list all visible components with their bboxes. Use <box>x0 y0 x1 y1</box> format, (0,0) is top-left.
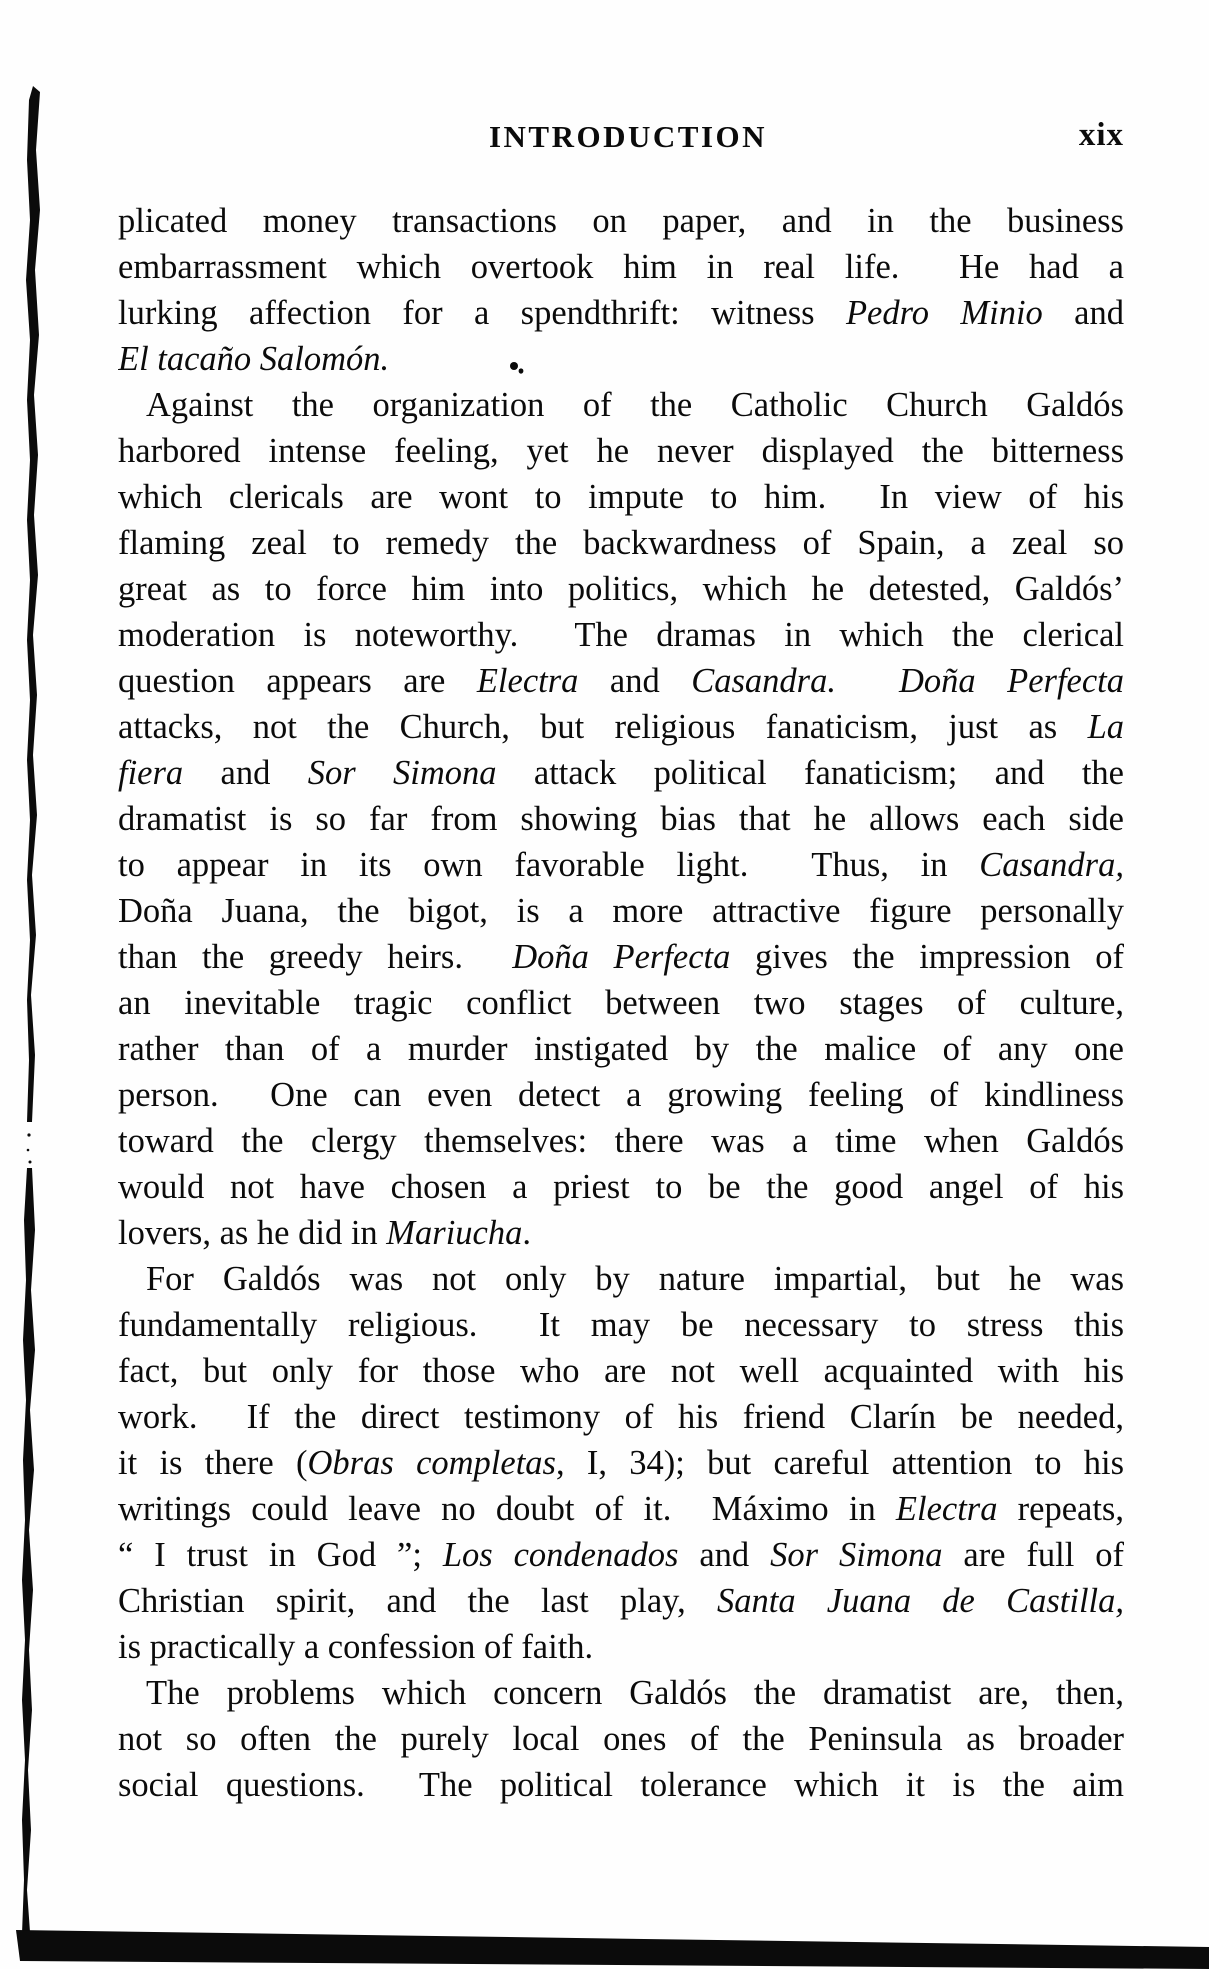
text-line: question appears are Electra and Casandra. Doña Perfecta <box>118 662 1124 700</box>
text-line: fiera and Sor Simona attack political fanaticism; and the <box>118 754 1124 792</box>
page-edge-shadow <box>16 1930 1209 1969</box>
text-line: harbored intense feeling, yet he never displayed the bitterness <box>118 432 1124 470</box>
text-line: embarrassment which overtook him in real life. He had a <box>118 248 1124 286</box>
text-line: which clericals are wont to impute to him. In view of his <box>118 478 1124 516</box>
text-line: lurking affection for a spendthrift: witness Pedro Minio and <box>118 294 1124 332</box>
text-line: plicated money transactions on paper, and in the business <box>118 202 1124 240</box>
text-line: For Galdós was not only by nature impartial, but he was <box>146 1260 1124 1298</box>
text-line: social questions. The political tolerance which it is the aim <box>118 1766 1124 1804</box>
text-line: “ I trust in God ”; Los condenados and Sor Simona are full of <box>118 1536 1124 1574</box>
text-line: dramatist is so far from showing bias that he allows each side <box>118 800 1124 838</box>
running-header-title: INTRODUCTION <box>488 119 768 154</box>
text-line: The problems which concern Galdós the dramatist are, then, <box>146 1674 1124 1712</box>
text-block <box>118 198 1124 1808</box>
text-line: than the greedy heirs. Doña Perfecta gives the impression of <box>118 938 1124 976</box>
text-line: fundamentally religious. It may be necessary to stress this <box>118 1306 1124 1344</box>
text-line: attacks, not the Church, but religious fanaticism, just as La <box>118 708 1124 746</box>
text-line: El tacaño Salomón. <box>118 340 390 378</box>
text-line: moderation is noteworthy. The dramas in which the clerical <box>118 616 1124 654</box>
text-line: work. If the direct testimony of his friend Clarín be needed, <box>118 1398 1124 1436</box>
text-line: person. One can even detect a growing feeling of kindliness <box>118 1076 1124 1114</box>
text-line: great as to force him into politics, which he detested, Galdós’ <box>118 570 1124 608</box>
page-number: xix <box>1078 117 1124 153</box>
text-line: Christian spirit, and the last play, Santa Juana de Castilla, <box>118 1582 1124 1620</box>
binding-shadow-dot <box>27 1149 30 1152</box>
binding-shadow-upper <box>26 86 40 1122</box>
binding-shadow-lower <box>22 1168 35 1934</box>
text-line: rather than of a murder instigated by the malice of any one <box>118 1030 1124 1068</box>
text-line: Against the organization of the Catholic Church Galdós <box>146 386 1124 424</box>
text-line: is practically a confession of faith. <box>118 1628 594 1666</box>
text-line: flaming zeal to remedy the backwardness of Spain, a zeal so <box>118 524 1124 562</box>
text-line: toward the clergy themselves: there was a time when Galdós <box>118 1122 1124 1160</box>
text-line: to appear in its own favorable light. Thus, in Casandra, <box>118 846 1124 884</box>
text-line: would not have chosen a priest to be the good angel of his <box>118 1168 1124 1206</box>
text-line: not so often the purely local ones of the Peninsula as broader <box>118 1720 1124 1758</box>
text-line: writings could leave no doubt of it. Máximo in Electra repeats, <box>118 1490 1124 1528</box>
text-line: Doña Juana, the bigot, is a more attractive figure personally <box>118 892 1124 930</box>
binding-shadow-dot <box>27 1133 30 1136</box>
text-line: lovers, as he did in Mariucha. <box>118 1214 531 1252</box>
binding-shadow-dot <box>29 1161 32 1164</box>
text-line: it is there (Obras completas, I, 34); but careful attention to his <box>118 1444 1124 1482</box>
text-line: fact, but only for those who are not well acquainted with his <box>118 1352 1124 1390</box>
text-line: an inevitable tragic conflict between two stages of culture, <box>118 984 1124 1022</box>
